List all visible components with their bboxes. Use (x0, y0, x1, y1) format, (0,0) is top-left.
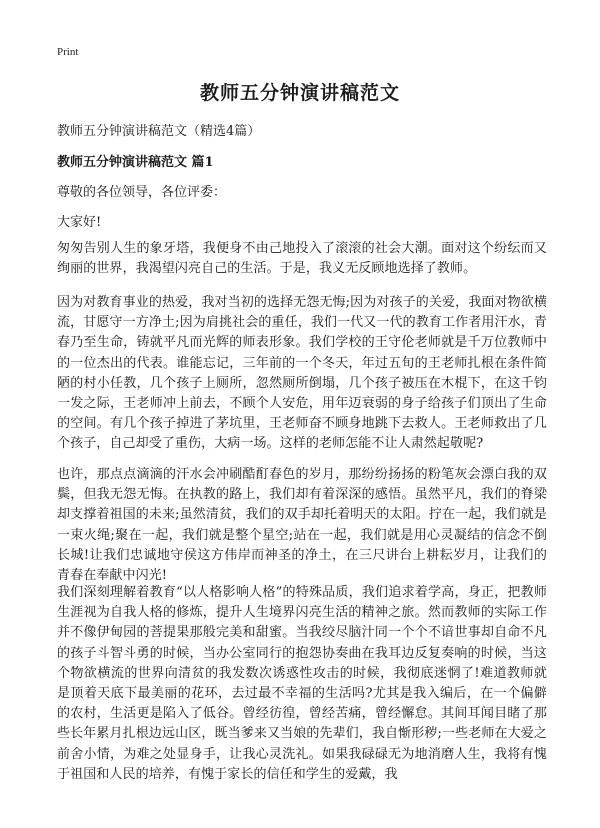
print-link[interactable]: Print (57, 46, 79, 58)
greeting-salutation: 尊敬的各位领导，各位评委： (57, 185, 227, 200)
greeting-hello: 大家好! (57, 215, 102, 230)
paragraph-3: 也许，那点点滴滴的汗水会冲刷酷酊春色的岁月，那纷纷扬扬的粉笔灰会漂白我的双鬓，但我无怨无悔。在执教的路上，我们却有着深深的感悟。虽然平凡，我们的脊梁却支撑着祖国的未来;虽然清贫，我们的双手却托着明天的太阳。拧在一起，我们就是一束火绳;聚在一起，我们就是整个星空;站在一起，我们就是用心灵凝结的信念不倒长城!让我们忠诚地守侯这方伟岸而神圣的净土，在三尺讲台上耕耘岁月，让我们的青春在奉献中闪光! (57, 467, 547, 584)
paragraph-2: 因为对教育事业的热爱，我对当初的选择无怨无悔;因为对孩子的关爱，我面对物欲横流，甘愿守一方净土;因为肩挑社会的重任，我们一代又一代的教育工作者用汗水，青春乃至生命，铸就平凡而光辉的师表形象。我们学校的王守伦老师就是千万位教师中的一位杰出的代表。谁能忘记，三年前的一个冬天，年过五旬的王老师扎根在条件简陋的村小任教，几个孩子上厕所，忽然厕所倒塌，几个孩子被压在木棍下，在这千钧一发之际，王老师冲上前去，不顾个人安危，用年迈衰弱的身子给孩子们顶出了生命的空间。有几个孩子掉进了茅坑里，王老师奋不顾身地跳下去救人。王老师救出了几个孩子，自己却受了重伤，大病一场。这样的老师怎能不让人肃然起敬呢? (57, 295, 547, 452)
paragraph-4: 我们深刻理解着教育“以人格影响人格”的特殊品质，我们追求着学高，身正，把教师生涯视为自我人格的修炼，提升人生境界闪亮生活的精神之旅。然而教师的实际工作并不像伊甸园的菩提果那般完美和甜蜜。当我绞尽脑汁同一个个不谙世事却自命不凡的孩子斗智斗勇的时候，当办公室同行的抱怨协奏曲在我耳边反复奏响的时候，当这个物欲横流的世界向清贫的我发数次诱惑性攻击的时候，我彻底迷惘了!难道教师就是顶着天底下最美丽的花环，去过最不幸福的生活吗?尤其是我入编后，在一个偏僻的农村，生活更是陷入了低谷。曾经彷徨，曾经苦痛，曾经懈怠。其间耳闻目睹了那些长年累月扎根边远山区，既当爹来又当娘的先辈们，我自惭形秽;一些老师在大爱之前舍小情，为难之处显身手，让我心灵洗礼。如果我碌碌无为地消磨人生，我将有愧于祖国和人民的培养，有愧于家长的信任和学生的爱戴，我 (57, 585, 547, 782)
section-heading: 教师五分钟演讲稿范文 篇1 (57, 155, 214, 170)
paragraph-1: 匆匆告别人生的象牙塔，我便身不由己地投入了滚滚的社会大潮。面对这个纷纭而又绚丽的世界，我渴望闪亮自己的生活。于是，我义无反顾地选择了教师。 (57, 241, 547, 277)
document-title: 教师五分钟演讲稿范文 (199, 82, 400, 104)
document-subtitle: 教师五分钟演讲稿范文（精选4篇） (57, 124, 261, 139)
